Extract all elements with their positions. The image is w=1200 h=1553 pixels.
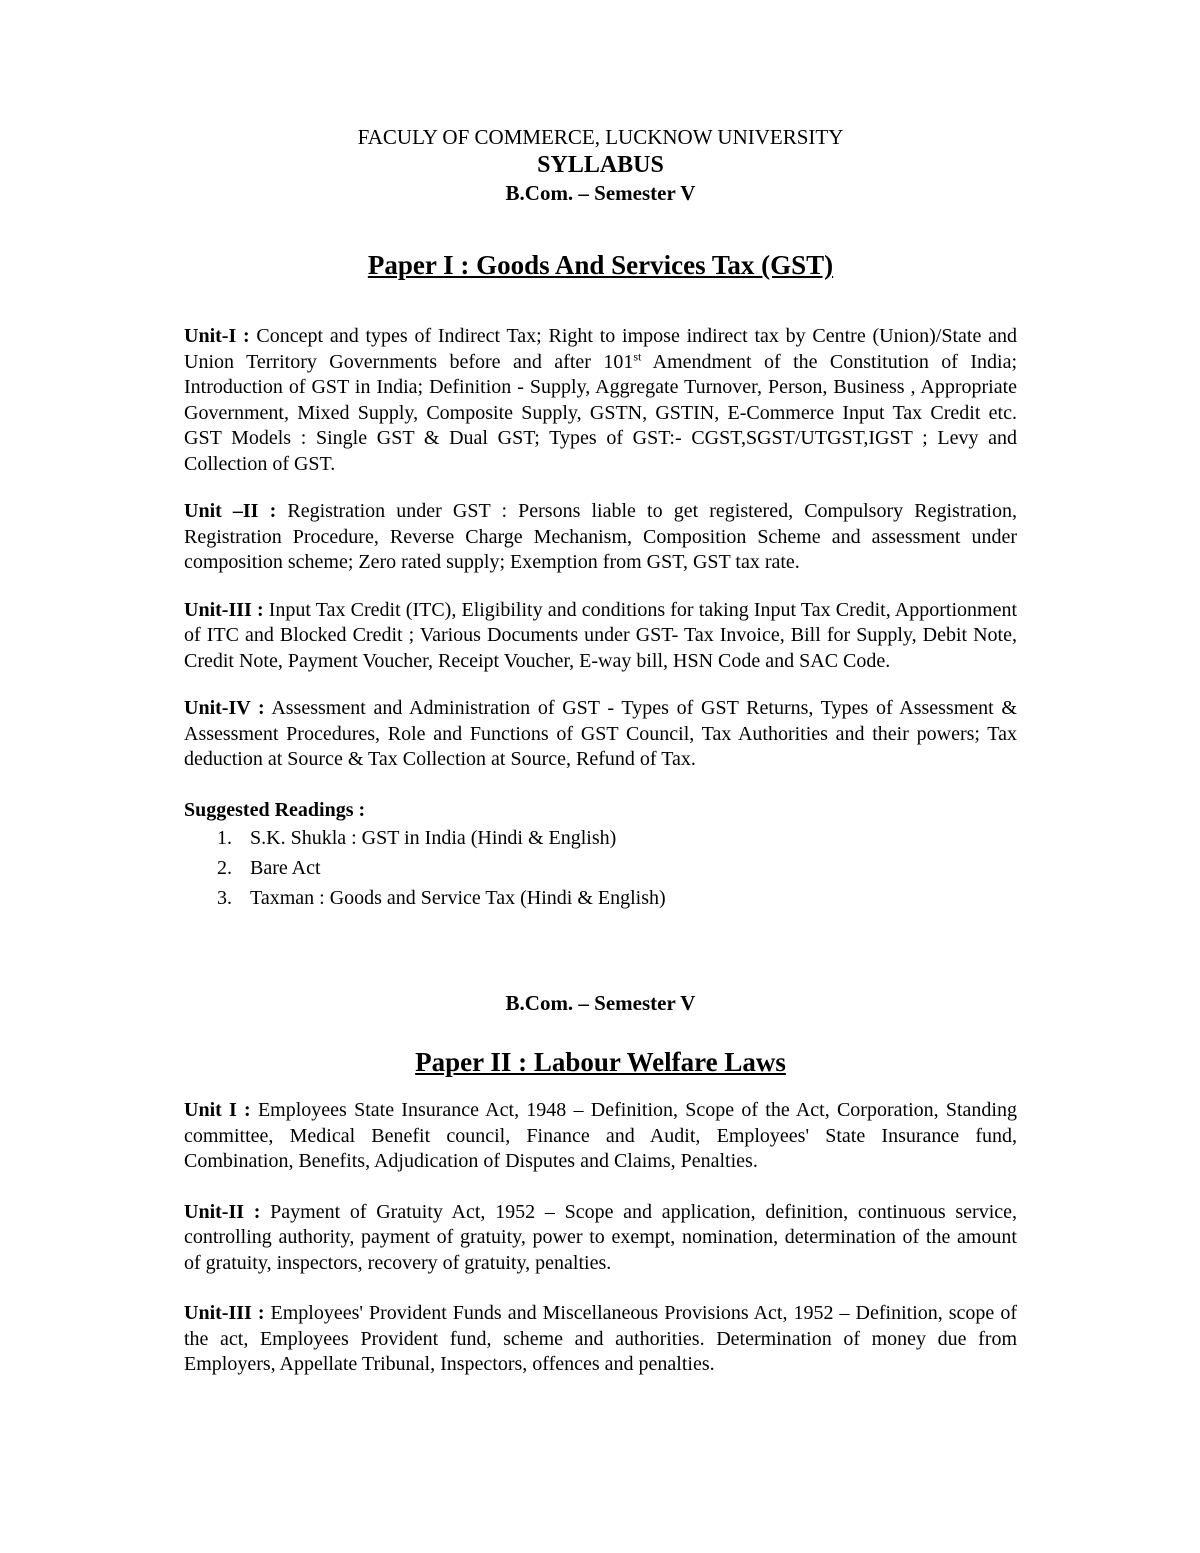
unit-label: Unit –II : xyxy=(184,500,277,522)
unit-text-continued: Amendment of the Constitution of India; Introduction of GST in India; Definition - Supply, Aggregate Turnover, Person, Business , Appropriate Government, Mixed Supply, Composite Supply, GSTN, GSTIN, E-Commerce Input Tax Credit etc. GST Models : Single GST & Dual GST; Types of GST:- CGST,SGST/UTGST,IGST ; Levy and Collection of GST. xyxy=(184,350,1018,475)
paper-1-unit-1 xyxy=(184,324,1017,477)
unit-label: Unit-I : xyxy=(184,325,250,347)
suggested-readings-list xyxy=(184,823,1017,913)
unit-text: Concept and types of Indirect Tax; Right to impose indirect tax by Centre (Union)/State and Union Territory Governments before and after 101 xyxy=(184,325,1017,373)
paper-1-unit-4 xyxy=(184,696,1017,773)
list-text: S.K. Shukla : GST in India (Hindi & English) xyxy=(250,827,617,849)
unit-text: Employees State Insurance Act, 1948 – Definition, Scope of the Act, Corporation, Standing committee, Medical Benefit council, Finance and Audit, Employees' State Insurance fund, Combination, Benefits, Adjudication of Disputes and Claims, Penalties. xyxy=(184,1099,1017,1172)
list-item xyxy=(184,883,1017,913)
unit-label: Unit I : xyxy=(184,1099,251,1121)
unit-label: Unit-IV : xyxy=(184,697,265,719)
paper-2-unit-2 xyxy=(184,1200,1017,1277)
unit-text: Registration under GST : Persons liable to get registered, Compulsory Registration, Registration Procedure, Reverse Charge Mechanism, Composition Scheme and assessment under composition scheme; Zero rated supply; Exemption from GST, GST tax rate. xyxy=(184,500,1017,573)
unit-text: Employees' Provident Funds and Miscellaneous Provisions Act, 1952 – Definition, scope of the act, Employees Provident fund, scheme and authorities. Determination of money due from Employers, Appellate Tribunal, Inspectors, offences and penalties. xyxy=(184,1302,1017,1375)
unit-text: Assessment and Administration of GST - Types of GST Returns, Types of Assessment & Assessment Procedures, Role and Functions of GST Council, Tax Authorities and their powers; Tax deduction at Source & Tax Collection at Source, Refund of Tax. xyxy=(184,697,1017,770)
list-item xyxy=(184,823,1017,853)
list-item xyxy=(184,853,1017,883)
document-content xyxy=(184,124,1017,1378)
unit-text: Input Tax Credit (ITC), Eligibility and conditions for taking Input Tax Credit, Apportionment of ITC and Blocked Credit ; Various Documents under GST- Tax Invoice, Bill for Supply, Debit Note, Credit Note, Payment Voucher, Receipt Voucher, E-way bill, HSN Code and SAC Code. xyxy=(184,598,1017,672)
paper-1-title: Paper I : Goods And Services Tax (GST) xyxy=(367,250,834,280)
paper-2-title: Paper II : Labour Welfare Laws xyxy=(415,1047,786,1077)
unit-label: Unit-III : xyxy=(184,1302,265,1324)
unit-text: Payment of Gratuity Act, 1952 – Scope and application, definition, continuous service, controlling authority, payment of gratuity, power to exempt, nomination, determination of the amount of gratuity, inspectors, recovery of gratuity, penalties. xyxy=(184,1200,1018,1274)
faculty-heading: FACULY OF COMMERCE, LUCKNOW UNIVERSITY xyxy=(357,125,844,149)
list-text: Bare Act xyxy=(250,857,321,879)
paper-2-unit-3 xyxy=(184,1301,1017,1378)
list-number: 3. xyxy=(217,887,232,909)
paper-1-unit-2 xyxy=(184,499,1017,576)
paper-2-unit-1 xyxy=(184,1098,1017,1175)
syllabus-heading: SYLLABUS xyxy=(537,152,664,178)
paper-1-unit-3 xyxy=(184,598,1017,675)
unit-label: Unit-III : xyxy=(184,598,264,621)
list-text: Taxman : Goods and Service Tax (Hindi & English) xyxy=(250,887,666,909)
list-number: 2. xyxy=(217,857,232,879)
paper-2-semester-heading: B.Com. – Semester V xyxy=(505,991,696,1015)
unit-superscript: st xyxy=(633,348,642,363)
suggested-readings-heading: Suggested Readings : xyxy=(184,798,366,821)
unit-label: Unit-II : xyxy=(184,1200,261,1223)
list-number: 1. xyxy=(217,827,232,849)
semester-heading: B.Com. – Semester V xyxy=(505,181,696,205)
